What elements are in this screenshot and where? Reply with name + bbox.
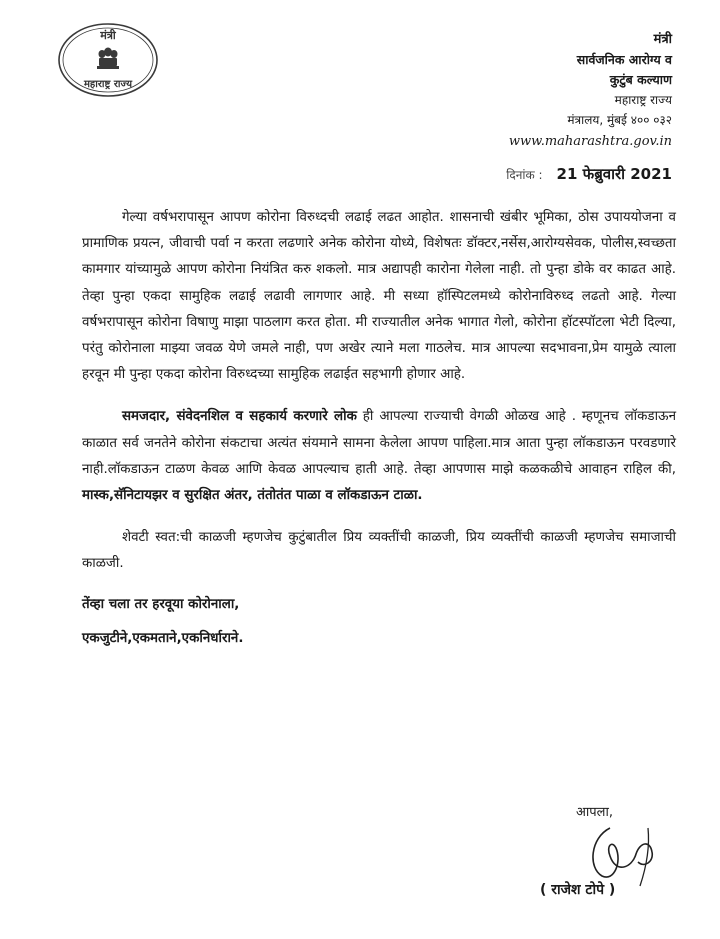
paragraph-2-bold-end: मास्क,सॅनिटायझर व सुरक्षित अंतर, तंतोतंत पाळा व लॉकडाऊन टाळा. [82,488,423,504]
signatory-name: ( राजेश टोपे ) [540,882,616,898]
office-dept-line1: सार्वजनिक आरोग्य व [576,52,672,67]
paragraph-3: शेवटी स्वत:ची काळजी म्हणजेच कुटुंबातील प्रिय व्यक्तींची काळजी, प्रिय व्यक्तींची काळजी म्हणजेच समाजाची काळजी. [82,530,676,572]
paragraph-1: गेल्या वर्षभरापासून आपण कोरोना विरुध्दची लढाई लढत आहोत. शासनाची खंबीर भूमिका, ठोस उपाययोजना व प्रामाणिक प्रयत्न, जीवाची पर्वा न करता लढणारे अनेक कोरोना योध्ये, विशेषतः डॉक्टर,नर्सेस,आरोग्यसेवक, पोलीस,स्वच्छता कामगार यांच्यामुळे आपण कोरोना नियंत्रित करु शकलो. मात्र अद्यापही कारोना गेलेला नाही. तो पुन्हा डोके वर काढत आहे. तेव्हा पुन्हा एकदा सामुहिक लढाई लढावी लागणार आहे. मी सध्या हॉस्पिटलमध्ये कोरोनाविरुध्द लढतो आहे. गेल्या वर्षभरापासून कोरोना विषाणु माझा पाठलाग करत होता. मी राज्यातील अनेक भागात गेलो, कोरोना हॉटस्पॉटला भेटी दिल्या, परंतु कोरोनाला माझ्या जवळ येणे जमले नाही, पण अखेर त्याने मला गाठलेच. मात्र आपल्या सदभावना,प्रेम यामुळे त्याला हरवून मी पुन्हा एकदा कोरोना विरुध्दच्या सामुहिक लढाईत सहभागी होणार आहे. [82,210,676,383]
office-address: मंत्रालय, मुंबई ४०० ०३२ [567,113,672,127]
office-website: www.maharashtra.gov.in [508,134,672,149]
seal-top-text: मंत्री [100,29,116,42]
date-label: दिनांक : [506,168,543,182]
office-header [412,30,672,152]
signature-block [540,798,690,908]
office-title: मंत्री [653,32,672,47]
seal-bottom-text: महाराष्ट्र राज्य [83,79,133,90]
closing-line-2: एकजुटीने,एकमताने,एकनिर्धाराने. [82,630,244,646]
office-dept-line2: कुटुंब कल्याण [609,72,672,87]
closing-line-1: तेंव्हा चला तर हरवूया कोरोनाला, [82,596,240,612]
date-row [506,164,672,184]
paragraph-2-bold-start: समजदार, संवेदनशिल व सहकार्य करणारे लोक [122,409,357,425]
letter-body [82,205,676,652]
date-value: 21 फेब्रुवारी 2021 [556,165,672,183]
government-seal [57,22,159,98]
paragraph-2-middle: ही आपल्या राज्याची वेगळी ओळख आहे . म्हणूनच लॉकडाऊन काळात सर्व जनतेने कोरोना संकटाचा अत्यंत संयमाने सामना केलेला आपण पाहिला.मात्र आता पुन्हा लॉकडाऊन परवडणारे नाही.लॉकडाऊन टाळण केवळ आणि केवळ आपल्याच हाती आहे. तेव्हा आपणास माझे कळकळीचे आवाहन राहिल की, [82,409,677,477]
signature-closing: आपला, [576,805,613,820]
office-state: महाराष्ट्र राज्य [614,93,672,107]
paragraph-2 [82,404,676,509]
